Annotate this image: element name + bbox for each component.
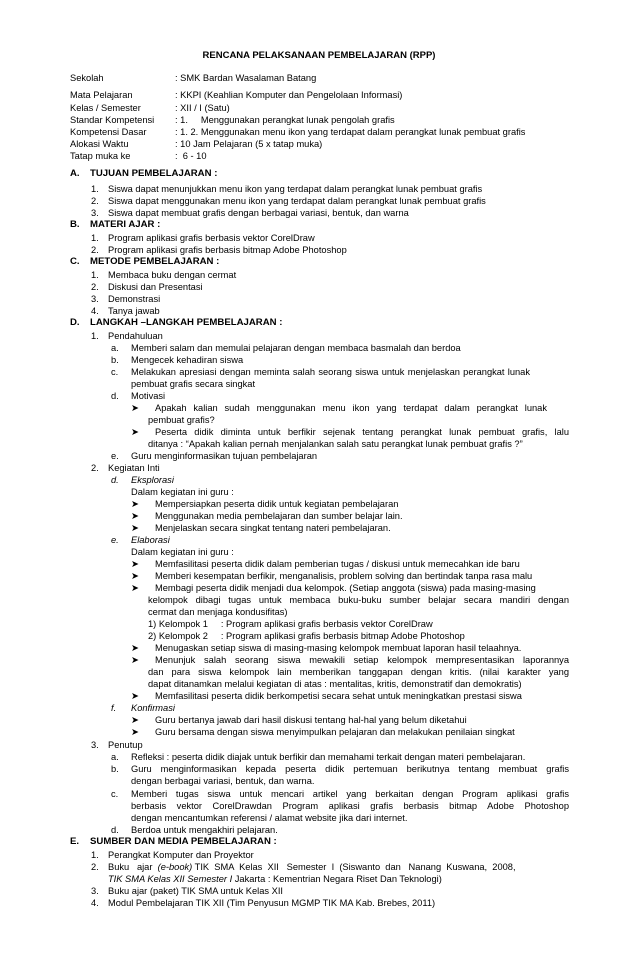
eksplorasi-intro: Dalam kegiatan ini guru : — [131, 487, 234, 497]
list-item-text — [108, 861, 516, 874]
list-item-text: dapat ditanamkan melalui kegiatan di atas : mentalitas, kritis, demonstratif dan demokratis) — [148, 679, 522, 689]
arrow-bullet-icon: ➤ — [131, 559, 139, 569]
list-number: 3. — [91, 208, 99, 218]
label-kompetensi-dasar: Kompetensi Dasar — [70, 127, 147, 137]
list-number: 3. — [91, 740, 99, 750]
kelompok-1: 1) Kelompok 1 : Program aplikasi grafis berbasis vektor CorelDraw — [148, 619, 433, 629]
list-item-text: Menggunakan media pembelajaran dan sumber belajar lain. — [155, 511, 403, 521]
section-letter: D. — [70, 317, 80, 328]
list-item-text: Motivasi — [131, 391, 166, 401]
list-number: 3. — [91, 886, 99, 896]
label-kelas-semester: Kelas / Semester — [70, 103, 141, 113]
inti-label: Kegiatan Inti — [108, 463, 160, 473]
list-number: 2. — [91, 196, 99, 206]
list-item-text: ditanya : “Apakah kalian pernah menjalankan salah satu perangkat lunak pembuat grafis ?” — [148, 439, 523, 449]
list-letter: a. — [111, 752, 119, 762]
value-alokasi-waktu: : 10 Jam Pelajaran (5 x tatap muka) — [175, 139, 323, 149]
arrow-bullet-icon: ➤ — [131, 499, 139, 509]
list-item-text: Menugaskan setiap siswa di masing-masing kelompok membuat laporan hasil telaahnya. — [155, 643, 522, 653]
list-item-text: dengan berbagai variasi, bentuk, dan warna. — [131, 776, 315, 786]
arrow-bullet-icon: ➤ — [131, 655, 139, 665]
list-number: 2. — [91, 862, 99, 872]
section-title: TUJUAN PEMBELAJARAN : — [90, 168, 218, 179]
list-item-text: Melakukan apresiasi dengan meminta salah seorang siswa untuk menjelaskan perangkat lunak — [131, 367, 530, 377]
list-item-text: Mempersiapkan peserta didik untuk kegiatan pembelajaran — [155, 499, 399, 509]
value-kompetensi-dasar: : 1. 2. Menggunakan menu ikon yang terdapat dalam perangkat lunak pembuat grafis — [175, 127, 526, 137]
section-title: MATERI AJAR : — [90, 219, 161, 230]
label-alokasi-waktu: Alokasi Waktu — [70, 139, 129, 149]
list-letter: d. — [111, 475, 119, 485]
list-letter: d. — [111, 825, 119, 835]
list-item-text: Guru menginformasikan kepada peserta didik pertemuan berikutnya tentang membuat grafis — [131, 764, 569, 774]
arrow-bullet-icon: ➤ — [131, 715, 139, 725]
list-number: 1. — [91, 233, 99, 243]
section-letter: E. — [70, 836, 80, 847]
section-d-heading — [70, 317, 282, 330]
list-item-text: Siswa dapat menggunakan menu ikon yang terdapat dalam perangkat lunak pembuat grafis — [108, 196, 486, 206]
section-a-heading — [70, 168, 217, 181]
list-item-text: pembuat grafis secara singkat — [131, 379, 256, 389]
list-item-text: dengan mencantumkan referensi / alamat website jika dari internet. — [131, 813, 408, 823]
list-item-text: pembuat grafis? — [148, 415, 215, 425]
list-item-text: Guru menginformasikan tujuan pembelajaran — [131, 451, 318, 461]
arrow-bullet-icon: ➤ — [131, 583, 139, 593]
list-letter: d. — [111, 391, 119, 401]
arrow-bullet-icon: ➤ — [131, 727, 139, 737]
list-number: 3. — [91, 294, 99, 304]
value-standar-kompetensi: : 1. Menggunakan perangkat lunak pengolah grafis — [175, 115, 395, 125]
list-item-text: Diskusi dan Presentasi — [108, 282, 203, 292]
list-item-text: Membagi peserta didik menjadi dua kelompok. (Setiap anggota (siswa) pada masing-masing — [155, 583, 536, 593]
list-item-text: Guru bertanya jawab dari hasil diskusi tentang hal-hal yang belum diketahui — [155, 715, 467, 725]
list-number: 2. — [91, 245, 99, 255]
list-number: 4. — [91, 306, 99, 316]
list-item-text: berbasis vektor CorelDrawdan Program aplikasi grafis berbasis bitmap Adobe Photoshop — [131, 801, 569, 811]
label-mata-pelajaran: Mata Pelajaran — [70, 90, 133, 100]
elaborasi-title: Elaborasi — [131, 535, 170, 545]
label-tatap-muka: Tatap muka ke — [70, 151, 131, 161]
list-number: 1. — [91, 331, 99, 341]
list-item-text: Refleksi : peserta didik diajak untuk berfikir dan memahami terkait dengan materi pembelajaran. — [131, 752, 526, 762]
list-item-text: Siswa dapat membuat grafis dengan berbagai variasi, bentuk, dan warna — [108, 208, 409, 218]
text-span-italic: TIK SMA Kelas XII Semester I — [108, 874, 233, 884]
list-number: 1. — [91, 850, 99, 860]
list-letter: e. — [111, 535, 119, 545]
list-number: 2. — [91, 282, 99, 292]
list-item-text: Membaca buku dengan cermat — [108, 270, 237, 280]
list-item-text: Memberi kesempatan berfikir, menganalisis, problem solving dan bertindak tanpa rasa malu — [155, 571, 533, 581]
list-item-text: kelompok dibagi tugas untuk membaca buku-buku sumber belajar secara mandiri dengan — [148, 595, 569, 605]
penutup-label: Penutup — [108, 740, 143, 750]
list-item-text: cermat dan menjaga kondusifitas) — [148, 607, 288, 617]
section-letter: C. — [70, 256, 80, 267]
elaborasi-intro: Dalam kegiatan ini guru : — [131, 547, 234, 557]
section-title: SUMBER DAN MEDIA PEMBELAJARAN : — [90, 836, 277, 847]
list-item-text: Buku ajar (paket) TIK SMA untuk Kelas XII — [108, 886, 284, 896]
pendahuluan-label: Pendahuluan — [108, 331, 163, 341]
list-letter: f. — [111, 703, 117, 713]
list-number: 1. — [91, 270, 99, 280]
list-item-text: dan para siswa kelompok lain memberikan tanggapan dengan kritis. (nilai karakter yang — [148, 667, 569, 677]
label-standar-kompetensi: Standar Kompetensi — [70, 115, 155, 125]
text-span-italic: (e-book) — [157, 862, 193, 872]
text-span: TIK SMA Kelas XII Semester I (Siswanto dan Nanang Kuswana, 2008, — [192, 862, 516, 872]
section-c-heading — [70, 256, 219, 269]
list-item-text: Menunjuk salah seorang siswa mewakili setiap kelompok mempresentasikan laporannya — [155, 655, 569, 665]
section-title: METODE PEMBELAJARAN : — [90, 256, 220, 267]
value-tatap-muka: : 6 - 10 — [175, 151, 207, 161]
value-mata-pelajaran: : KKPI (Keahlian Komputer dan Pengelolaan Informasi) — [175, 90, 403, 100]
arrow-bullet-icon: ➤ — [131, 427, 139, 437]
section-b-heading — [70, 219, 160, 232]
list-item-text: Memfasilitasi peserta didik berkompetisi secara sehat untuk meningkatkan prestasi siswa — [155, 691, 522, 701]
list-letter: b. — [111, 355, 119, 365]
list-item-text: Menjelaskan secara singkat tentang nateri pembelajaran. — [155, 523, 391, 533]
list-number: 2. — [91, 463, 99, 473]
list-item-text: Perangkat Komputer dan Proyektor — [108, 850, 254, 860]
list-item-text: Modul Pembelajaran TIK XII (Tim Penyusun MGMP TIK MA Kab. Brebes, 2011) — [108, 898, 436, 908]
arrow-bullet-icon: ➤ — [131, 643, 139, 653]
list-item-text — [108, 873, 442, 886]
arrow-bullet-icon: ➤ — [131, 523, 139, 533]
text-span: Jakarta : Kementrian Negara Riset Dan Teknologi) — [232, 874, 442, 884]
arrow-bullet-icon: ➤ — [131, 403, 139, 413]
list-item-text: Demonstrasi — [108, 294, 161, 304]
kelompok-2: 2) Kelompok 2 : Program aplikasi grafis berbasis bitmap Adobe Photoshop — [148, 631, 465, 641]
value-kelas-semester: : XII / I (Satu) — [175, 103, 230, 113]
arrow-bullet-icon: ➤ — [131, 511, 139, 521]
section-e-heading — [70, 836, 277, 849]
list-item — [91, 183, 99, 196]
eksplorasi-title: Eksplorasi — [131, 475, 174, 485]
list-item-text: Guru bersama dengan siswa menyimpulkan pelajaran dan melakukan penilaian singkat — [155, 727, 515, 737]
list-item-text: Mengecek kehadiran siswa — [131, 355, 244, 365]
list-item-text: Berdoa untuk mengakhiri pelajaran. — [131, 825, 278, 835]
list-letter: c. — [111, 367, 119, 377]
label-sekolah: Sekolah — [70, 73, 104, 83]
list-item-text: Apakah kalian sudah menggunakan menu ikon yang terdapat dalam perangkat lunak — [155, 403, 547, 413]
list-item-text: Program aplikasi grafis berbasis vektor CorelDraw — [108, 233, 315, 243]
list-item-text: Tanya jawab — [108, 306, 160, 316]
list-item-text: Memberi salam dan memulai pelajaran dengan membaca basmalah dan berdoa — [131, 343, 461, 353]
list-number: 4. — [91, 898, 99, 908]
list-item-text: Memberi tugas siswa untuk mencari artikel yang berkaitan dengan Program aplikasi grafis — [131, 789, 569, 799]
list-letter: c. — [111, 789, 119, 799]
konfirmasi-title: Konfirmasi — [131, 703, 175, 713]
list-item-text: Program aplikasi grafis berbasis bitmap Adobe Photoshop — [108, 245, 347, 255]
text-span: Buku ajar — [108, 862, 158, 872]
section-letter: A. — [70, 168, 80, 179]
section-letter: B. — [70, 219, 80, 230]
list-number: 1. — [91, 184, 99, 194]
list-letter: b. — [111, 764, 119, 774]
arrow-bullet-icon: ➤ — [131, 691, 139, 701]
value-sekolah: : SMK Bardan Wasalaman Batang — [175, 73, 317, 83]
document-title: RENCANA PELAKSANAAN PEMBELAJARAN (RPP) — [202, 50, 436, 61]
list-item-text: Siswa dapat menunjukkan menu ikon yang terdapat dalam perangkat lunak pembuat grafis — [108, 184, 483, 194]
section-title: LANGKAH –LANGKAH PEMBELAJARAN : — [90, 317, 283, 328]
list-item-text: Memfasilitasi peserta didik dalam pemberian tugas / diskusi untuk memecahkan ide baru — [155, 559, 520, 569]
arrow-bullet-icon: ➤ — [131, 571, 139, 581]
list-item-text: Peserta didik diminta untuk berfikir sejenak tentang perangkat lunak pembuat grafis, lalu — [155, 427, 569, 437]
list-letter: e. — [111, 451, 119, 461]
list-letter: a. — [111, 343, 119, 353]
